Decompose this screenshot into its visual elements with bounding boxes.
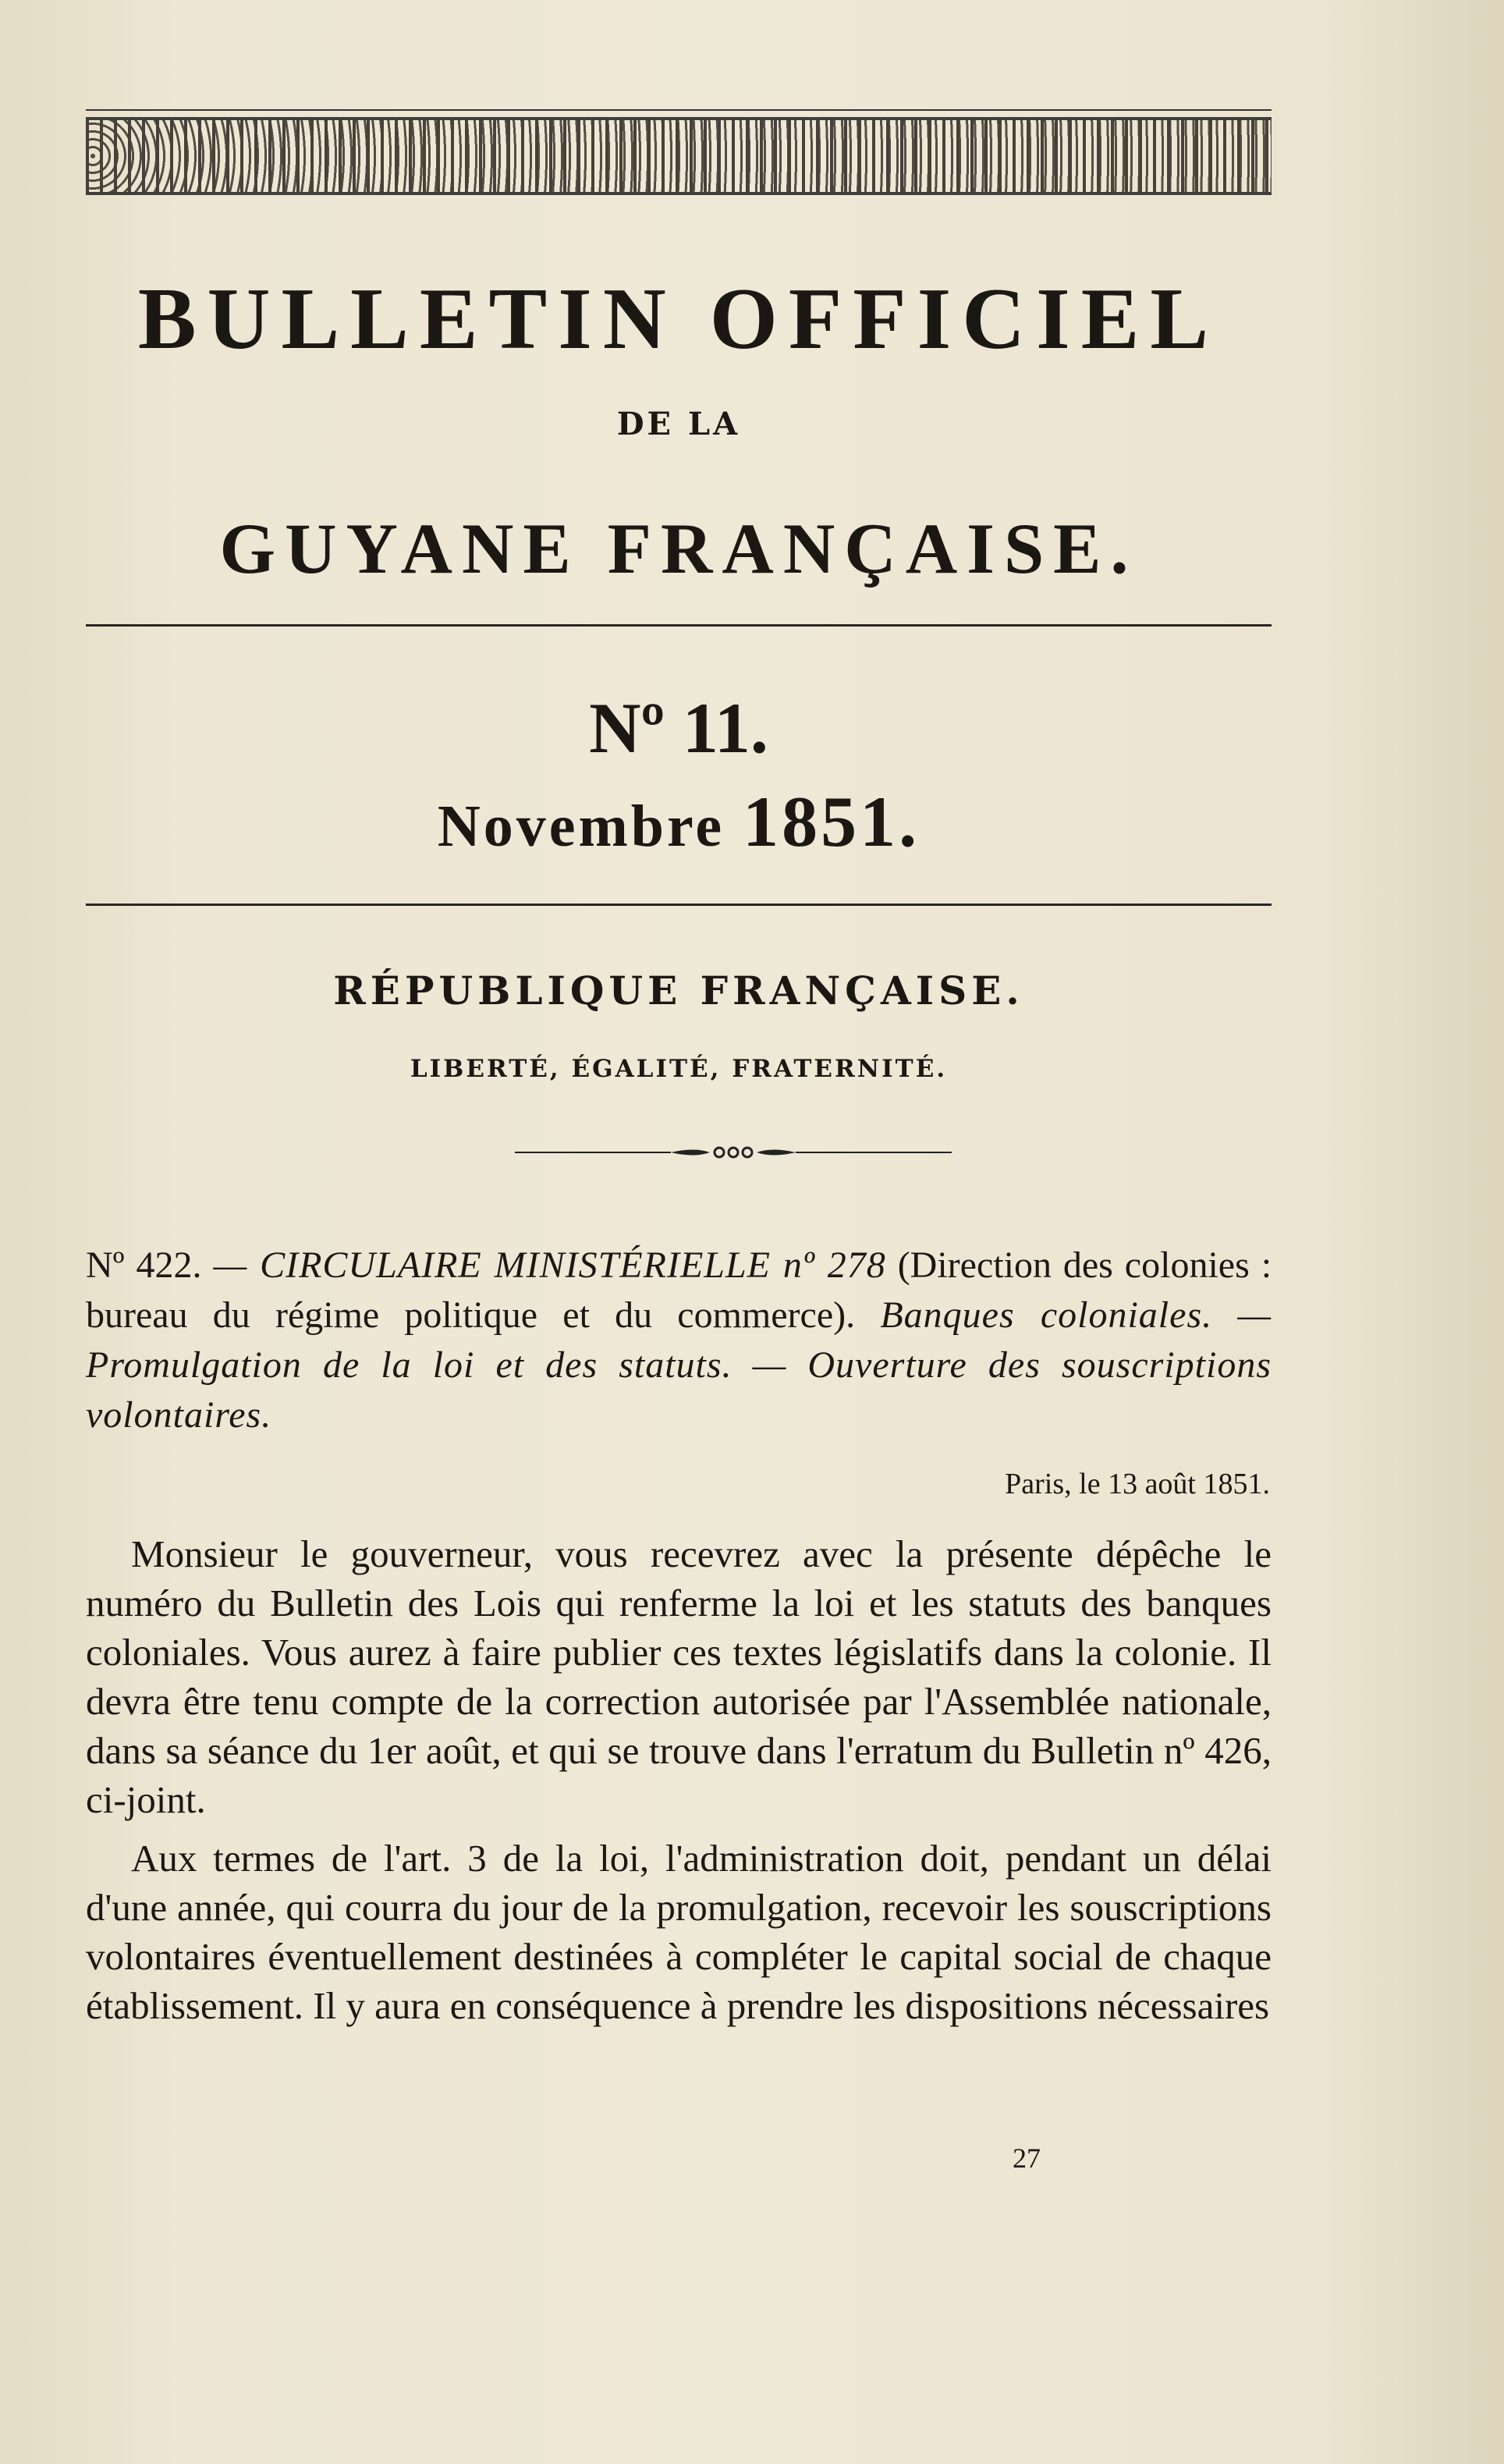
article-number: Nº 422. (86, 1244, 202, 1286)
header-top-rule (86, 109, 1272, 111)
paragraph: Aux termes de l'art. 3 de la loi, l'administration doit, pendant un délai d'une année, qui courra du jour de la promulgation, recevoir les souscriptions volontaires éventuellement destinées à compléter le capital social de chaque établissement. Il y aura en conséquence à prendre les dispositions nécessaires (86, 1837, 1272, 2027)
article-body (86, 1529, 1272, 2040)
bulletin-subtitle: DE LA (616, 406, 741, 442)
issue-date (86, 780, 1272, 863)
issue-number: Nº 11. (589, 688, 768, 768)
flourish-ornament (515, 1145, 952, 1159)
bulletin-title: BULLETIN OFFICIEL (137, 271, 1220, 367)
paragraph: Monsieur le gouverneur, vous recevrez avec la présente dépêche le numéro du Bulletin des Lois qui renferme la loi et les statuts des banques coloniales. Vous aurez à faire publier ces textes législatifs dans la colonie. Il devra être tenu compte de la correction autorisée par l'Assemblée nationale, dans sa séance du 1er août, et qui se trouve dans l'erratum du Bulletin nº 426, ci-joint. (86, 1532, 1272, 1821)
article-subject-3: — Ouverture des souscriptions volontaires. (86, 1344, 1272, 1436)
article-subject-1: Banques coloniales. (880, 1294, 1213, 1336)
article-dateline: Paris, le 13 août 1851. (1005, 1468, 1270, 1500)
republic-motto: LIBERTÉ, ÉGALITÉ, FRATERNITÉ. (410, 1055, 948, 1083)
article-subject-2: — Promulgation de la loi et des statuts. (86, 1294, 1272, 1386)
article-title-rest: (Direction des colonies : bureau du régime politique et du commerce). (86, 1244, 1272, 1336)
title-rule (86, 624, 1272, 627)
republic-name: RÉPUBLIQUE FRANÇAISE. (333, 967, 1024, 1014)
colony-title: GUYANE FRANÇAISE. (219, 509, 1138, 588)
article-heading (86, 1241, 1272, 1440)
decorative-frieze (86, 117, 1272, 195)
page-number: 27 (1013, 2143, 1041, 2174)
date-rule (86, 904, 1272, 906)
issue-year: 1851. (743, 782, 920, 861)
article-title-prefix: — CIRCULAIRE MINISTÉRIELLE nº 278 (213, 1244, 886, 1286)
issue-month: Novembre (437, 794, 725, 859)
